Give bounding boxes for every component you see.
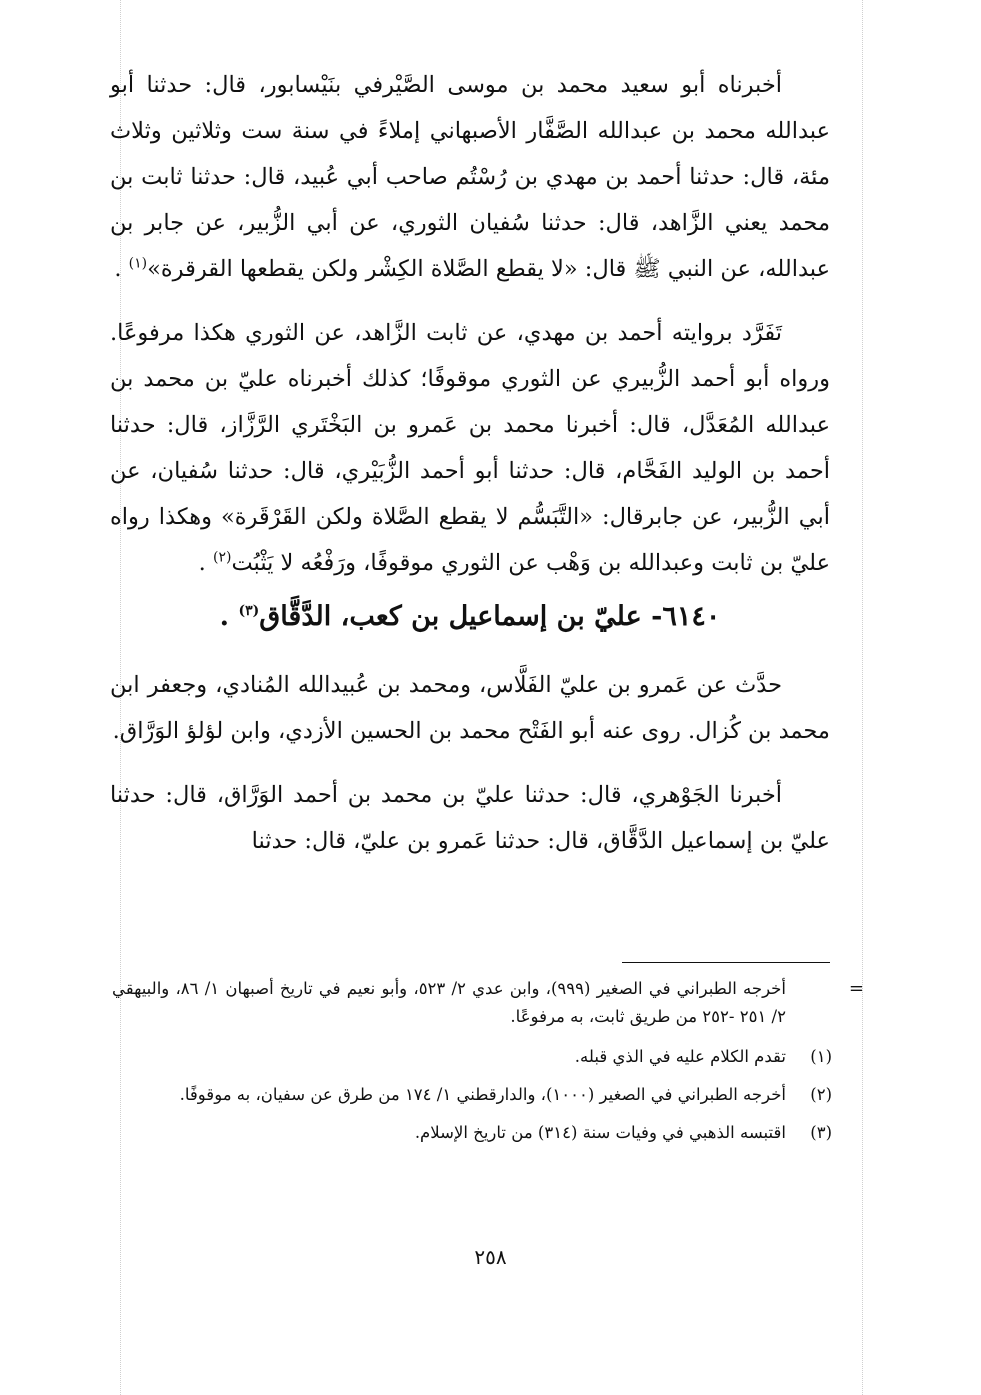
footnote-continuation-text: أخرجه الطبراني في الصغير (٩٩٩)، وابن عدي ٢/ ٥٢٣، وأبو نعيم في تاريخ أصبهان ١/ ٨٦، والبيهقي ٢/ ٢٥١ -٢٥٢ من طريق ثابت، به مرفوعًا.: [112, 979, 786, 1026]
main-text: [110, 62, 830, 864]
footnote-3-text: اقتبسه الذهبي في وفيات سنة (٣١٤) من تاريخ الإسلام.: [414, 1123, 786, 1142]
paragraph-2-text: تَفَرَّد بروايته أحمد بن مهدي، عن ثابت الزَّاهد، عن الثوري هكذا مرفوعًا. ورواه أبو أحمد الزُّبيري عن الثوري موقوفًا؛ كذلك أخبرناه عليّ بن محمد بن عبدالله المُعَدَّل، قال: أخبرنا محمد بن عَمرو بن البَخْتَري الرَّزَّاز، قال: حدثنا أحمد بن الوليد الفَحَّام، قال: حدثنا أبو أحمد الزُّبَيْري، قال: حدثنا سُفيان، عن أبي الزُّبير، عن جابرقال: «التَّبَسُّم لا يقطع الصَّلاة ولكن القَرْقَرة» وهكذا رواه عليّ بن ثابت وعبدالله بن وَهْب عن الثوري موقوفًا، ورَفْعُه لا يَثْبُت: [110, 320, 830, 576]
paragraph-2: [110, 310, 830, 586]
footnote-3-number: (٣): [810, 1123, 832, 1142]
footnotes: [112, 975, 864, 1157]
footnote-1-number: (١): [810, 1047, 832, 1066]
margin-guide-right: [862, 0, 863, 1395]
footnote-1-text: تقدم الكلام عليه في الذي قبله.: [574, 1047, 786, 1066]
paragraph-2-end: .: [198, 550, 213, 576]
footnote-ref-3: (٣): [238, 603, 260, 619]
footnote-ref-1: (١): [128, 255, 148, 272]
paragraph-1-text: أخبرناه أبو سعيد محمد بن موسى الصَّيْرفي بنَيْسابور، قال: حدثنا أبو عبدالله محمد بن عبدالله الصَّفَّار الأصبهاني إملاءً في سنة ست وثلاثين وثلاث مئة، قال: حدثنا أحمد بن مهدي بن رُسْتُم صاحب أبي عُبيد، قال: حدثنا ثابت بن محمد يعني الزَّاهد، قال: حدثنا سُفيان الثوري، عن أبي الزُّبير، عن جابر بن عبدالله، عن النبي ﷺ قال: «لا يقطع الصَّلاة الكِشْر ولكن يقطعها القرقرة»: [110, 72, 830, 282]
footnote-1: [112, 1043, 832, 1071]
footnote-2-text: أخرجه الطبراني في الصغير (١٠٠٠)، والدارقطني ١/ ١٧٤ من طرق عن سفيان، به موقوفًا.: [179, 1085, 786, 1104]
continuation-mark: =: [848, 978, 864, 999]
entry-heading-text: ٦١٤٠- عليّ بن إسماعيل بن كعب، الدَّقَّاق: [259, 601, 721, 632]
paragraph-3: حدَّث عن عَمرو بن عليّ الفَلَّاس، ومحمد بن عُبيدالله المُنادي، وجعفر ابن محمد بن كُزال. روى عنه أبو الفَتْح محمد بن الحسين الأزدي، وابن لؤلؤ الوَرَّاق.: [110, 672, 830, 744]
footnote-ref-2: (٢): [212, 549, 232, 566]
footnote-2: [112, 1081, 832, 1109]
entry-heading-end: .: [219, 601, 239, 632]
entry-heading: [110, 594, 830, 640]
footnote-separator: [622, 962, 830, 963]
page-number: ٢٥٨: [474, 1245, 507, 1269]
paragraph-4: أخبرنا الجَوْهري، قال: حدثنا عليّ بن محمد بن أحمد الوَرَّاق، قال: حدثنا عليّ بن إسماعيل الدَّقَّاق، قال: حدثنا عَمرو بن عليّ، قال: حدثنا: [110, 782, 830, 854]
paragraph-1: [110, 62, 830, 292]
footnote-2-number: (٢): [810, 1085, 832, 1104]
footnote-continuation: [112, 975, 864, 1031]
footnote-3: [112, 1119, 832, 1147]
paragraph-1-end: .: [114, 256, 129, 282]
